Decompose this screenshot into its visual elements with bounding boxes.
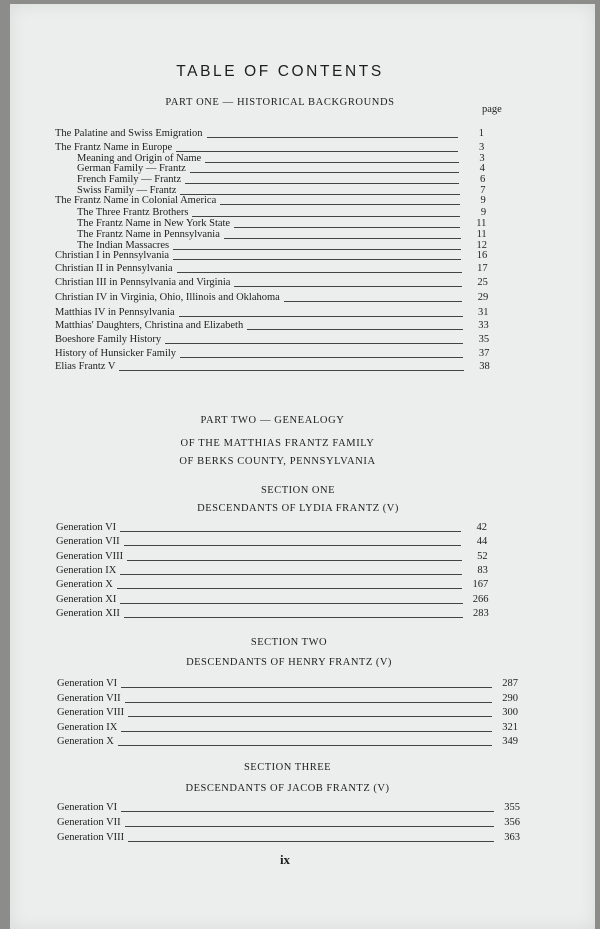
toc-entry [0, 319, 600, 333]
dot-leader [284, 301, 462, 302]
entry-title: German Family — Frantz [77, 163, 186, 174]
entry-title: The Frantz Name in Colonial America [55, 195, 217, 206]
entry-title: Generation VIII [57, 707, 125, 718]
entry-title: Generation VI [57, 802, 118, 813]
entry-title: The Frantz Name in New York State [77, 218, 231, 229]
entry-title: French Family — Frantz [77, 174, 182, 185]
entry-title: Generation X [56, 579, 113, 591]
toc-entry [0, 249, 600, 263]
entry-page-number: 1 [478, 128, 484, 139]
toc-entry [0, 593, 600, 607]
toc-entry [0, 291, 600, 305]
dot-leader [247, 329, 463, 330]
entry-page-number: 283 [473, 607, 489, 619]
part-one-heading: PART ONE — HISTORICAL BACKGROUNDS [165, 97, 395, 108]
entry-title: The Three Frantz Brothers [77, 207, 189, 218]
dot-leader [125, 826, 494, 827]
page-title: TABLE OF CONTENTS [176, 63, 384, 80]
toc-entry [0, 721, 600, 735]
dot-leader [127, 560, 462, 561]
entry-title: Elias Frantz V [55, 361, 116, 372]
dot-leader [207, 137, 458, 138]
part-two-heading: PART TWO — GENEALOGY [200, 415, 345, 426]
toc-entry [0, 535, 600, 549]
entry-page-number: 287 [502, 678, 518, 689]
entry-page-number: 266 [472, 593, 489, 605]
page-column-label: page [482, 104, 502, 115]
toc-entry [0, 578, 600, 592]
entry-title: Generation X [57, 736, 114, 747]
entry-page-number: 356 [504, 816, 520, 828]
toc-entry [0, 127, 600, 141]
entry-title: The Palatine and Swiss Emigration [55, 128, 203, 139]
entry-title: The Frantz Name in Pennsylvania [77, 229, 220, 240]
section-two-title: DESCENDANTS OF HENRY FRANTZ (V) [186, 657, 392, 668]
toc-entry [0, 550, 600, 564]
dot-leader [120, 531, 461, 532]
toc-entry [0, 831, 600, 845]
section-one-title: DESCENDANTS OF LYDIA FRANTZ (V) [197, 503, 399, 514]
toc-entry [0, 735, 600, 749]
entry-page-number: 349 [502, 736, 518, 747]
entry-page-number: 11 [476, 229, 487, 240]
section-two-label: SECTION TWO [250, 637, 328, 648]
entry-title: History of Hunsicker Family [55, 348, 177, 359]
section-three-title: DESCENDANTS OF JACOB FRANTZ (V) [185, 783, 390, 794]
entry-title: Generation VI [56, 522, 117, 533]
entry-page-number: 3 [479, 153, 485, 164]
entry-title: Generation XII [56, 607, 120, 619]
entry-page-number: 9 [480, 195, 486, 206]
entry-page-number: 12 [476, 240, 487, 251]
entry-title: The Indian Massacres [77, 240, 170, 251]
entry-page-number: 3 [479, 142, 485, 153]
toc-entry [0, 564, 600, 578]
entry-page-number: 52 [477, 550, 488, 562]
entry-title: Christian III in Pennsylvania and Virginia [55, 277, 231, 288]
section-three-label: SECTION THREE [243, 762, 332, 773]
entry-title: Matthias IV in Pennsylvania [55, 307, 175, 318]
entry-page-number: 9 [480, 207, 487, 218]
entry-title: Christian II in Pennsylvania [55, 263, 173, 274]
entry-title: Christian I in Pennsylvania [55, 250, 170, 261]
dot-leader [179, 316, 463, 317]
entry-title: Boeshore Family History [55, 334, 162, 345]
entry-page-number: 300 [502, 707, 518, 718]
dot-leader [121, 687, 492, 688]
entry-page-number: 167 [472, 579, 489, 591]
entry-page-number: 31 [478, 307, 489, 318]
toc-entry [0, 801, 600, 815]
part-two-subheading-county: OF BERKS COUNTY, PENNSYLVANIA [179, 456, 376, 467]
toc-entry [0, 607, 600, 621]
dot-leader [121, 811, 494, 812]
toc-entry [0, 360, 600, 374]
entry-title: Generation XI [56, 593, 117, 605]
section-one-label: SECTION ONE [260, 485, 336, 496]
dot-leader [124, 617, 463, 618]
entry-title: Generation VI [57, 678, 118, 689]
dot-leader [177, 272, 462, 273]
entry-page-number: 355 [504, 802, 520, 813]
entry-page-number: 16 [476, 250, 488, 261]
entry-title: Meaning and Origin of Name [77, 153, 202, 164]
dot-leader [165, 343, 463, 344]
toc-entry [0, 706, 600, 720]
entry-title: Generation VIII [56, 550, 124, 562]
entry-page-number: 44 [476, 536, 488, 548]
toc-entry [0, 306, 600, 320]
entry-page-number: 37 [478, 348, 490, 359]
entry-page-number: 290 [502, 692, 518, 704]
entry-page-number: 29 [477, 292, 489, 303]
dot-leader [128, 716, 492, 717]
entry-title: Generation VII [57, 692, 121, 704]
entry-title: Generation VII [56, 536, 120, 548]
entry-page-number: 321 [502, 721, 518, 733]
entry-page-number: 6 [479, 174, 486, 185]
entry-page-number: 7 [480, 185, 486, 196]
entry-page-number: 4 [479, 163, 485, 174]
entry-page-number: 42 [476, 522, 487, 533]
entry-page-number: 17 [477, 263, 488, 274]
entry-title: Generation VIII [57, 831, 125, 843]
dot-leader [180, 357, 463, 358]
dot-leader [121, 731, 492, 732]
entry-page-number: 35 [478, 334, 490, 345]
toc-entry [0, 692, 600, 706]
entry-title: The Frantz Name in Europe [55, 142, 173, 153]
dot-leader [125, 702, 492, 703]
entry-page-number: 83 [477, 564, 488, 576]
dot-leader [117, 588, 462, 589]
entry-page-number: 25 [477, 277, 488, 288]
toc-entry [0, 347, 600, 361]
entry-title: Generation IX [56, 564, 117, 576]
toc-entry [0, 677, 600, 691]
page-folio: ix [279, 852, 291, 867]
dot-leader [120, 574, 462, 575]
entry-page-number: 11 [476, 218, 487, 229]
toc-entry [0, 521, 600, 535]
dot-leader [120, 603, 463, 604]
toc-entry [0, 262, 600, 276]
toc-entry [0, 816, 600, 830]
entry-title: Matthias' Daughters, Christina and Elizabeth [55, 320, 244, 331]
dot-leader [234, 286, 462, 287]
entry-page-number: 38 [479, 361, 490, 372]
toc-entry [0, 333, 600, 347]
toc-entry [0, 276, 600, 290]
dot-leader [220, 204, 460, 205]
part-two-subheading-family: OF THE MATTHIAS FRANTZ FAMILY [180, 438, 375, 449]
entry-title: Swiss Family — Frantz [77, 185, 177, 196]
entry-title: Generation IX [57, 721, 118, 733]
dot-leader [128, 841, 494, 842]
entry-page-number: 33 [478, 320, 489, 331]
entry-page-number: 363 [504, 831, 520, 843]
dot-leader [124, 545, 461, 546]
dot-leader [118, 745, 492, 746]
entry-title: Christian IV in Virginia, Ohio, Illinois and Oklahoma [55, 292, 280, 303]
dot-leader [119, 370, 464, 371]
dot-leader [173, 259, 461, 260]
entry-title: Generation VII [57, 816, 121, 828]
